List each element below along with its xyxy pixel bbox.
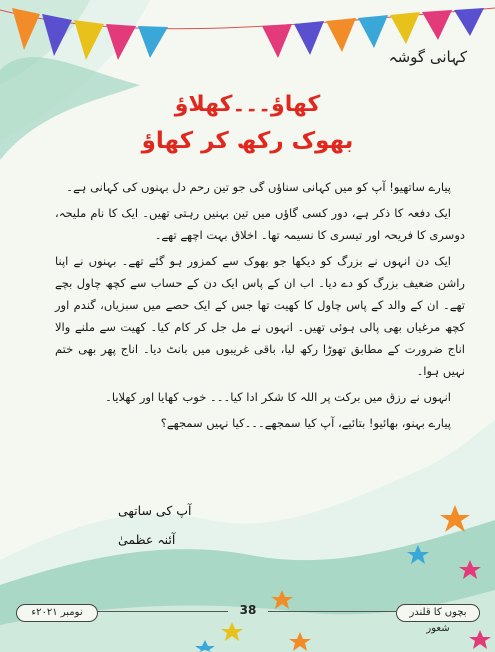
story-paragraph: پیارے بہنو، بھائیو! بتائیے، آپ کیا سمجھے۔۔۔کیا نہیں سمجھے؟ [160,416,451,430]
story-subtitle: بھوک رکھ کر کھاؤ [141,128,354,154]
section-label: کہانی گوشہ [388,48,467,66]
story-paragraph: انہوں نے رزق میں برکت پر اللہ کا شکر ادا کیا۔۔۔ خوب کھایا اور کھلایا۔ [105,390,451,404]
story-paragraph: پیارے ساتھیو! آپ کو میں کہانی سناؤں گی جو تین رحم دل بہنوں کی کہانی ہے۔ [66,180,451,194]
magazine-name: بچوں کا قلندر شعور [396,604,480,622]
issue-date: نومبر ۲۰۲۱ء [16,604,98,622]
story-paragraph: ایک دفعہ کا ذکر ہے، دور کسی گاؤں میں تین بہنیں رہتی تھیں۔ ایک کا نام ملیحہ، دوسری کا فریحہ اور تیسری کا نسیمہ تھا۔ اخلاق بہت اچھے تھے۔ [55,206,465,242]
footer-divider-right [268,611,396,612]
story-paragraph: ایک دن انہوں نے بزرگ کو دیکھا جو بھوک سے کمزور ہو گئے تھے۔ بہنوں نے اپنا راشن ضعیف بزرگ کو دے دیا۔ اب ان کے پاس ایک دن کے حساب سے کچھ چاول بچے تھے۔ ان کے والد کے پاس چاول کا کھیت تھا جس کے ایک حصے میں سبزیاں، گندم اور کچھ مرغیاں بھی پالی ہوئی تھیں۔ انہوں نے مل جل کر کام کیا۔ کھیت سے ملنے والا اناج ضرورت کے مطابق تھوڑا رکھ لیا، باقی غریبوں میں بانٹ دیا۔ اناج پھر بھی ختم نہیں ہوا۔ [55,254,465,378]
signature-name: آئنہ عظمیٰ [118,532,176,547]
footer-divider-left [96,611,228,612]
signature-line1: آپ کی ساتھی [118,503,192,518]
story-title: کھاؤ۔۔۔کھلاؤ [174,92,321,117]
page-number: 38 [239,603,257,617]
story-body [55,176,465,438]
